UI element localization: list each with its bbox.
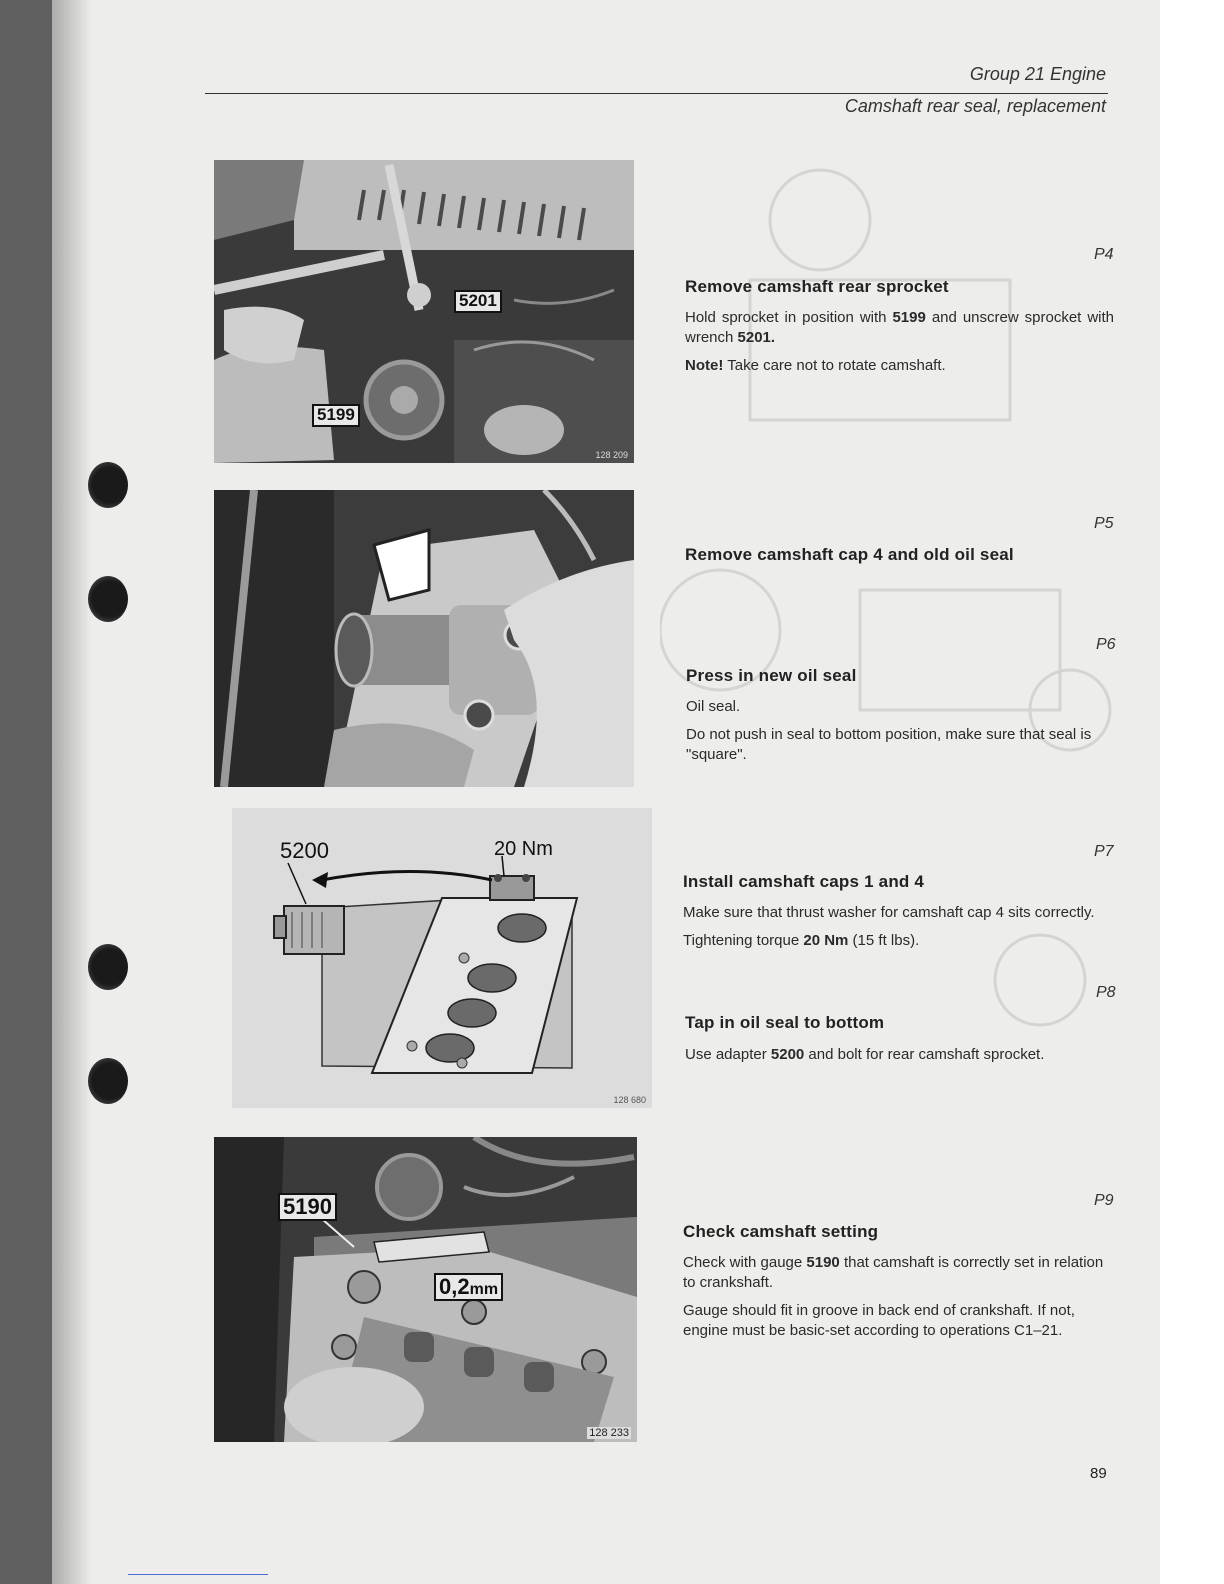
page-number: 89 xyxy=(1090,1465,1107,1482)
page-margin xyxy=(1160,0,1224,1584)
step-text-p6 xyxy=(686,697,1118,773)
binder-hole xyxy=(88,462,128,508)
figure-number: 128 209 xyxy=(595,450,628,460)
step-code-p9: P9 xyxy=(1094,1192,1114,1209)
header-group-title: Group 21 Engine xyxy=(969,64,1106,84)
tool-callout-5199: 5199 xyxy=(312,404,360,427)
binder-hole xyxy=(88,576,128,622)
binder-shadow xyxy=(52,0,92,1584)
photo-check-setting xyxy=(214,1137,637,1442)
step-paragraph: Do not push in seal to bottom position, make sure that seal is "square". xyxy=(686,726,1092,763)
clearance-unit: mm xyxy=(469,1281,499,1298)
photo-remove-cap xyxy=(214,490,634,787)
step-code-p4: P4 xyxy=(1094,246,1114,263)
step-title-p4: Remove camshaft rear sprocket xyxy=(685,277,949,296)
step-note: Note! Take care not to rotate camshaft. xyxy=(685,357,946,374)
drawing-install-caps xyxy=(232,808,652,1108)
step-text-p9 xyxy=(683,1253,1113,1349)
clearance-callout xyxy=(434,1273,503,1301)
step-code-p5: P5 xyxy=(1094,515,1114,532)
step-text-p7 xyxy=(683,903,1115,959)
torque-callout: 20 Nm xyxy=(494,838,553,860)
step-title-p7: Install camshaft caps 1 and 4 xyxy=(683,872,925,891)
step-text-p4 xyxy=(685,308,1114,384)
photo-remove-sprocket xyxy=(214,160,634,463)
step-paragraph: Oil seal. xyxy=(686,698,741,715)
step-code-p7: P7 xyxy=(1094,843,1114,860)
step-code-p8: P8 xyxy=(1096,984,1116,1001)
step-title-p5: Remove camshaft cap 4 and old oil seal xyxy=(685,545,1014,564)
figure-number: 128 240 xyxy=(595,774,628,784)
gauge-callout-5190: 5190 xyxy=(278,1193,337,1221)
tool-callout-5201: 5201 xyxy=(454,290,502,313)
figure-number: 128 680 xyxy=(613,1095,646,1105)
step-paragraph: Check with gauge 5190 that camshaft is correctly set in relation to crankshaft. xyxy=(683,1254,1104,1291)
step-title-p8: Tap in oil seal to bottom xyxy=(685,1013,885,1032)
step-title-p6: Press in new oil seal xyxy=(686,666,857,685)
step-paragraph: Hold sprocket in position with 5199 and unscrew sprocket with wrench 5201. xyxy=(685,309,1114,346)
step-title-p9: Check camshaft setting xyxy=(683,1222,879,1241)
clearance-value: 0,2 xyxy=(439,1274,470,1299)
binder-hole xyxy=(88,944,128,990)
step-text-p8 xyxy=(685,1045,1117,1073)
step-paragraph: Use adapter 5200 and bolt for rear camshaft sprocket. xyxy=(685,1046,1045,1063)
underline-mark xyxy=(128,1574,268,1575)
header-divider xyxy=(205,93,1108,94)
tool-callout-5200: 5200 xyxy=(280,838,329,863)
step-paragraph: Gauge should fit in groove in back end of crankshaft. If not, engine must be basic-set according to operations C1–21. xyxy=(683,1302,1075,1339)
step-paragraph: Make sure that thrust washer for camshaft cap 4 sits correctly. xyxy=(683,904,1095,921)
step-paragraph: Tightening torque 20 Nm (15 ft lbs). xyxy=(683,932,920,949)
binder-hole xyxy=(88,1058,128,1104)
figure-number: 128 233 xyxy=(589,1427,629,1439)
step-code-p6: P6 xyxy=(1096,636,1116,653)
header-section-title: Camshaft rear seal, replacement xyxy=(844,96,1106,116)
